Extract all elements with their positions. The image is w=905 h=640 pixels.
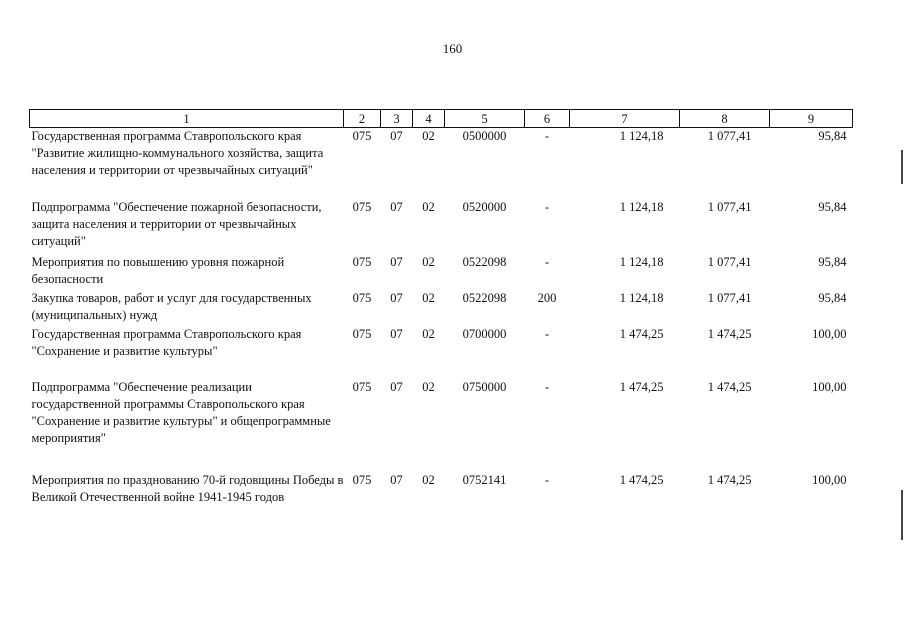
- row-target-code: 0500000: [462, 129, 507, 143]
- row-percent: 95,84: [818, 199, 847, 214]
- column-header-6: 6: [525, 110, 570, 128]
- row-section-code: 07: [390, 129, 403, 143]
- column-header-4: 4: [413, 110, 445, 128]
- row-name: Подпрограмма "Обеспечение реализации государственной программы Ставропольского края "Сохранение и развитие культуры" и общепрограммные мероприятия": [31, 379, 331, 445]
- row-subsection-code: 02: [422, 472, 435, 487]
- row-expense-type: -: [544, 129, 550, 143]
- row-expense-type: -: [544, 199, 550, 214]
- row-percent: 95,84: [818, 290, 847, 305]
- row-section-code: 07: [390, 472, 403, 487]
- row-subsection-code: 02: [422, 290, 435, 305]
- row-executed: 1 077,41: [707, 129, 752, 143]
- scan-edge-mark: [901, 490, 903, 540]
- row-target-code: 0522098: [462, 254, 507, 269]
- row-name: Государственная программа Ставропольского края "Развитие жилищно-коммунального хозяйства, защита населения и территории от чрезвычайных ситуаций": [31, 129, 324, 177]
- row-section-code: 07: [390, 254, 403, 269]
- row-percent: 100,00: [812, 326, 847, 341]
- table-row: [30, 290, 853, 326]
- column-header-9: 9: [770, 110, 853, 128]
- row-executed: 1 077,41: [707, 199, 752, 214]
- row-name: Государственная программа Ставропольского края "Сохранение и развитие культуры": [31, 326, 302, 358]
- row-ministry-code: 075: [352, 326, 372, 341]
- row-subsection-code: 02: [422, 129, 435, 143]
- row-ministry-code: 075: [352, 254, 372, 269]
- row-planned: 1 124,18: [619, 129, 664, 143]
- row-planned: 1 474,25: [619, 326, 664, 341]
- row-expense-type: -: [544, 472, 550, 487]
- scan-edge-mark: [901, 150, 903, 184]
- header-row: [30, 110, 853, 128]
- row-name: Закупка товаров, работ и услуг для государственных (муниципальных) нужд: [31, 290, 312, 322]
- row-executed: 1 474,25: [707, 379, 752, 394]
- row-section-code: 07: [390, 326, 403, 341]
- row-name: Подпрограмма "Обеспечение пожарной безопасности, защита населения и территории от чрезвычайных ситуаций": [31, 199, 322, 248]
- budget-table: [29, 109, 853, 526]
- row-subsection-code: 02: [422, 199, 435, 214]
- row-section-code: 07: [390, 290, 403, 305]
- table-row: [30, 128, 853, 199]
- column-header-2: 2: [344, 110, 381, 128]
- row-executed: 1 077,41: [707, 290, 752, 305]
- row-target-code: 0752141: [462, 472, 507, 487]
- row-expense-type: -: [544, 379, 550, 394]
- row-section-code: 07: [390, 199, 403, 214]
- row-target-code: 0750000: [462, 379, 507, 394]
- table-row: [30, 254, 853, 290]
- table-row: [30, 199, 853, 254]
- column-header-1: 1: [30, 110, 344, 128]
- row-target-code: 0700000: [462, 326, 507, 341]
- row-executed: 1 474,25: [707, 472, 752, 487]
- row-expense-type: 200: [537, 290, 557, 305]
- row-name: Мероприятия по празднованию 70-й годовщины Победы в Великой Отечественной войне 1941-1945 годов: [31, 472, 344, 504]
- row-planned: 1 474,25: [619, 472, 664, 487]
- row-percent: 95,84: [818, 254, 847, 269]
- row-subsection-code: 02: [422, 326, 435, 341]
- row-ministry-code: 075: [352, 199, 372, 214]
- row-ministry-code: 075: [352, 379, 372, 394]
- table-row: [30, 326, 853, 379]
- row-target-code: 0522098: [462, 290, 507, 305]
- table-row: [30, 472, 853, 526]
- row-ministry-code: 075: [352, 472, 372, 487]
- row-ministry-code: 075: [352, 129, 372, 143]
- row-percent: 100,00: [812, 379, 847, 394]
- row-name: Мероприятия по повышению уровня пожарной безопасности: [31, 254, 285, 286]
- row-subsection-code: 02: [422, 254, 435, 269]
- row-executed: 1 077,41: [707, 254, 752, 269]
- row-percent: 100,00: [812, 472, 847, 487]
- column-header-8: 8: [680, 110, 770, 128]
- column-header-3: 3: [381, 110, 413, 128]
- row-executed: 1 474,25: [707, 326, 752, 341]
- row-expense-type: -: [544, 254, 550, 269]
- row-planned: 1 474,25: [619, 379, 664, 394]
- row-subsection-code: 02: [422, 379, 435, 394]
- column-header-5: 5: [445, 110, 525, 128]
- row-expense-type: -: [544, 326, 550, 341]
- row-section-code: 07: [390, 379, 403, 394]
- page-number: 160: [442, 41, 463, 56]
- row-percent: 95,84: [818, 129, 847, 143]
- row-planned: 1 124,18: [619, 199, 664, 214]
- table-row: [30, 379, 853, 472]
- row-planned: 1 124,18: [619, 254, 664, 269]
- row-ministry-code: 075: [352, 290, 372, 305]
- column-header-7: 7: [570, 110, 680, 128]
- row-target-code: 0520000: [462, 199, 507, 214]
- row-planned: 1 124,18: [619, 290, 664, 305]
